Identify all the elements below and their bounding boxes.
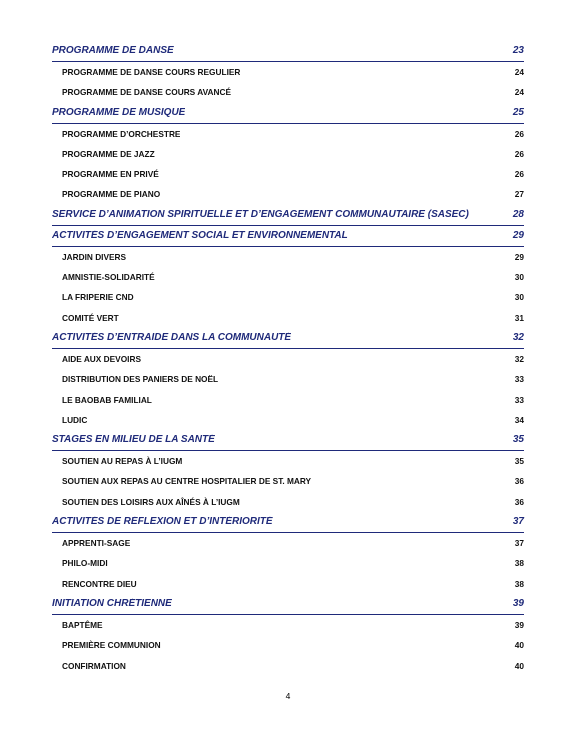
toc-entry-page-number: 25: [512, 106, 524, 118]
toc-entry-title: SOUTIEN DES LOISIRS AUX AÎNÉS À L’IUGM: [62, 496, 240, 507]
toc-entry-page-number: 28: [512, 208, 524, 220]
toc-entry-title: STAGES EN MILIEU DE LA SANTÉ: [52, 434, 215, 446]
toc-entry-title: PREMIÈRE COMMUNION: [62, 640, 161, 651]
toc-entry-title: COMITÉ VERT: [62, 312, 119, 323]
toc-section-entry[interactable]: [52, 226, 524, 247]
toc-entry-title: ACTIVITÉS DE RÉFLEXION ET D’INTÉRIORITÉ: [52, 516, 273, 528]
toc-entry-page-number: 24: [514, 67, 524, 77]
toc-entry-page-number: 38: [514, 558, 524, 569]
toc-entry-page-number: 40: [514, 660, 524, 671]
toc-entry-title: PROGRAMME EN PRIVÉ: [62, 169, 159, 180]
toc-entry-page-number: 32: [512, 331, 524, 343]
toc-entry-title: BAPTÊME: [62, 619, 103, 630]
toc-entry-title: AIDE AUX DEVOIRS: [62, 353, 141, 364]
toc-entry-title: PHILO-MIDI: [62, 558, 108, 569]
toc-subsection-entry[interactable]: [52, 533, 524, 553]
toc-entry-title: LUDIC: [62, 414, 88, 425]
toc-entry-page-number: 39: [512, 597, 524, 609]
toc-subsection-entry[interactable]: [52, 492, 524, 512]
toc-entry-title: PROGRAMME D’ORCHESTRE: [62, 128, 181, 139]
toc-entry-title: AMNISTIE-SOLIDARITÉ: [62, 272, 155, 283]
toc-section-entry[interactable]: [52, 103, 524, 124]
toc-section-entry[interactable]: [52, 328, 524, 349]
toc-subsection-entry[interactable]: [52, 349, 524, 369]
toc-entry-page-number: 36: [514, 496, 524, 507]
toc-entry-title: SOUTIEN AU REPAS À L’IUGM: [62, 456, 183, 467]
toc-entry-title: PROGRAMME DE DANSE COURS AVANCÉ: [62, 87, 232, 98]
toc-entry-page-number: 26: [514, 148, 524, 159]
toc-subsection-entry[interactable]: [52, 184, 524, 204]
toc-entry-title: PROGRAMME DE DANSE: [52, 45, 174, 56]
toc-entry-title: SERVICE D’ANIMATION SPIRITUELLE ET D’ENGAGEMENT COMMUNAUTAIRE (SASEC): [52, 208, 469, 220]
toc-entry-page-number: 24: [514, 87, 524, 98]
toc-subsection-entry[interactable]: [52, 390, 524, 410]
toc-entry-title: PROGRAMME DE JAZZ: [62, 148, 155, 159]
toc-subsection-entry[interactable]: [52, 635, 524, 655]
page-number: 4: [285, 691, 291, 701]
toc-entry-title: RENCONTRE DIEU: [62, 578, 137, 589]
toc-entry-page-number: 30: [514, 272, 524, 283]
toc-subsection-entry[interactable]: [52, 144, 524, 164]
toc-subsection-entry[interactable]: [52, 451, 524, 471]
toc-entry-title: ACTIVITÉS D’ENTRAIDE DANS LA COMMUNAUTÉ: [52, 331, 292, 343]
toc-entry-title: INITIATION CHRÉTIENNE: [52, 597, 172, 609]
toc-section-entry[interactable]: [52, 430, 524, 451]
toc-subsection-entry[interactable]: [52, 369, 524, 389]
toc-subsection-entry[interactable]: [52, 247, 524, 267]
toc-entry-page-number: 39: [514, 619, 524, 630]
toc-entry-title: PROGRAMME DE MUSIQUE: [52, 106, 186, 118]
toc-entry-page-number: 33: [514, 394, 524, 405]
toc-entry-title: APPRENTI-SAGE: [62, 538, 131, 549]
toc-entry-page-number: 33: [514, 374, 524, 385]
table-of-contents: [52, 41, 524, 676]
toc-entry-title: SOUTIEN AUX REPAS AU CENTRE HOSPITALIER DE ST. MARY: [62, 476, 312, 487]
toc-subsection-entry[interactable]: [52, 574, 524, 594]
toc-section-entry[interactable]: [52, 205, 524, 226]
toc-subsection-entry[interactable]: [52, 471, 524, 491]
toc-subsection-entry[interactable]: [52, 62, 524, 82]
toc-subsection-entry[interactable]: [52, 164, 524, 184]
toc-entry-page-number: 27: [514, 189, 524, 200]
toc-entry-page-number: 37: [514, 538, 524, 549]
toc-entry-page-number: 30: [514, 292, 524, 303]
toc-entry-page-number: 40: [514, 640, 524, 651]
toc-entry-page-number: 26: [514, 169, 524, 180]
toc-entry-page-number: 37: [512, 516, 524, 528]
toc-subsection-entry[interactable]: [52, 287, 524, 307]
toc-entry-title: DISTRIBUTION DES PANIERS DE NOËL: [62, 374, 219, 385]
toc-entry-title: PROGRAMME DE DANSE COURS REGULIER: [62, 67, 241, 77]
toc-entry-title: PROGRAMME DE PIANO: [62, 189, 161, 200]
toc-entry-page-number: 32: [514, 353, 524, 364]
toc-entry-page-number: 29: [514, 251, 524, 262]
toc-subsection-entry[interactable]: [52, 124, 524, 144]
toc-entry-title: LA FRIPERIE CND: [62, 292, 134, 303]
toc-entry-page-number: 23: [512, 45, 524, 56]
toc-entry-page-number: 26: [514, 128, 524, 139]
toc-section-entry[interactable]: [52, 594, 524, 615]
toc-entry-page-number: 34: [514, 414, 524, 425]
toc-entry-page-number: 36: [514, 476, 524, 487]
toc-entry-title: JARDIN DIVERS: [62, 251, 127, 262]
toc-subsection-entry[interactable]: [52, 267, 524, 287]
toc-subsection-entry[interactable]: [52, 82, 524, 102]
toc-entry-page-number: 31: [514, 312, 524, 323]
toc-entry-title: ACTIVITÉS D’ENGAGEMENT SOCIAL ET ENVIRONNEMENTAL: [52, 229, 348, 241]
toc-entry-page-number: 35: [514, 456, 524, 467]
toc-section-entry[interactable]: [52, 512, 524, 533]
toc-section-entry[interactable]: [52, 41, 524, 62]
toc-subsection-entry[interactable]: [52, 656, 524, 676]
toc-entry-page-number: 29: [512, 229, 524, 241]
toc-subsection-entry[interactable]: [52, 553, 524, 573]
toc-entry-title: LE BAOBAB FAMILIAL: [62, 394, 152, 405]
toc-subsection-entry[interactable]: [52, 615, 524, 635]
toc-entry-title: CONFIRMATION: [62, 660, 126, 671]
toc-entry-page-number: 35: [512, 434, 524, 446]
toc-entry-page-number: 38: [514, 578, 524, 589]
toc-subsection-entry[interactable]: [52, 308, 524, 328]
toc-subsection-entry[interactable]: [52, 410, 524, 430]
